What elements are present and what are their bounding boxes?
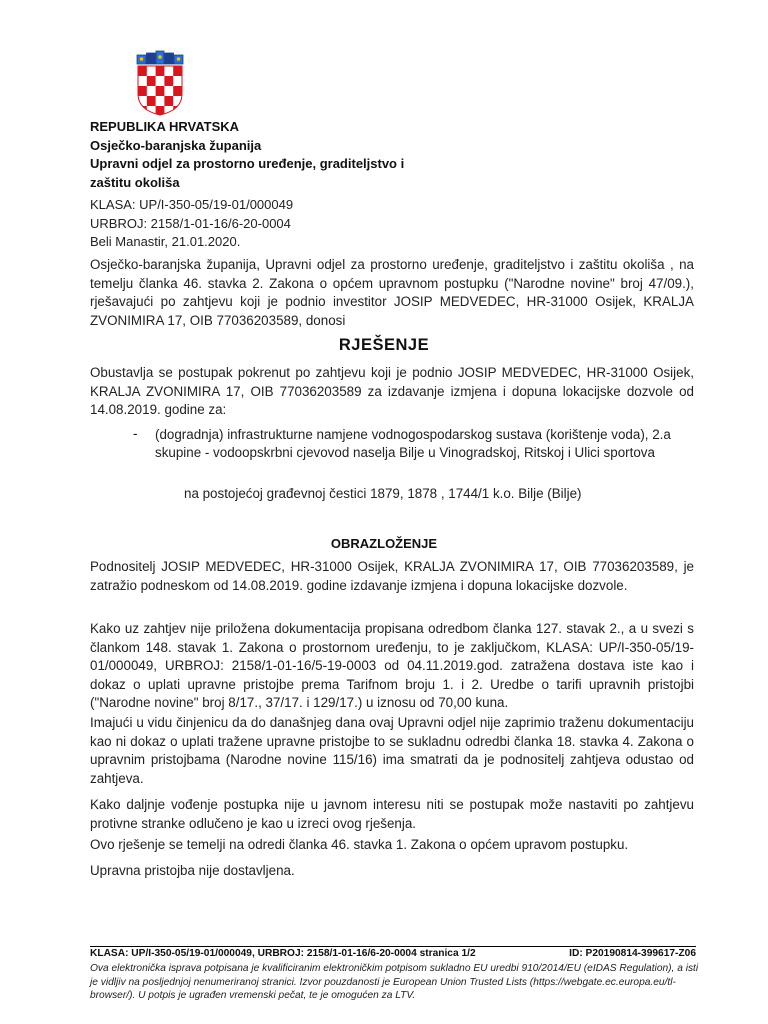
issuer-department-cont: zaštitu okoliša (90, 174, 180, 190)
croatian-coat-of-arms-icon (136, 50, 184, 116)
place-and-date: Beli Manastir, 21.01.2020. (90, 234, 241, 249)
issuer-country: REPUBLIKA HRVATSKA (90, 119, 240, 134)
crown (137, 51, 183, 64)
intro-paragraph: Osječko-baranjska županija, Upravni odjel za prostorno uređenje, graditeljstvo i zaštitu okoliša , na temelju članka 46. stavka 2. Zakona o općem upravnom postupku ("Narodne novine" broj 47/09.), rješavajući po zahtjevu koji je podnio investitor JOSIP MEDVEDEC, HR-31000 Osijek, KRALJA ZVONIMIRA 17, OIB 77036203589, donosi (90, 257, 694, 328)
reference-block (90, 196, 293, 252)
klasa-reference: KLASA: UP/I-350-05/19-01/000049 (90, 197, 294, 212)
reasoning-paragraph: Podnositelj JOSIP MEDVEDEC, HR-31000 Osijek, KRALJA ZVONIMIRA 17, OIB 77036203589, je zatražio podneskom od 14.08.2019. godine izdavanje izmjena i dopuna lokacijske dozvole. (90, 559, 694, 593)
decision-paragraph: Obustavlja se postupak pokrenut po zahtjevu koji je podnio JOSIP MEDVEDEC, HR-31000 Osijek, KRALJA ZVONIMIRA 17, OIB 77036203589 za izdavanje izmjena i dopuna lokacijske dozvole od 14.08.2019. godine za: (90, 365, 694, 418)
reasoning-paragraph: Kako daljnje vođenje postupka nije u javnom interesu niti se postupak može nastaviti po zahtjevu protivne stranke odlučeno je kao u izreci ovog rješenja. (90, 797, 694, 831)
document-title: RJEŠENJE (338, 336, 430, 354)
footer-reference: KLASA: UP/I-350-05/19-01/000049, URBROJ: 2158/1-01-16/6-20-0004 stranica 1/2 (90, 948, 476, 959)
footer-divider (90, 946, 696, 947)
project-description: (dogradnja) infrastrukturne namjene vodnogospodarskog sustava (korištenje voda), 2.a skupine - vodoopskrbni cjevovod naselja Bilje u Vinogradskoj, Ritskoj i Ulici sportova (155, 427, 671, 461)
parcel-location: na postojećoj građevnoj čestici 1879, 1878 , 1744/1 k.o. Bilje (Bilje) (184, 486, 582, 501)
issuer-county: Osječko-baranjska županija (90, 137, 262, 153)
footer-document-id: ID: P20190814-399617-Z06 (569, 948, 696, 959)
issuer-department: Upravni odjel za prostorno uređenje, graditeljstvo i (90, 156, 405, 171)
footer-reference-line (90, 948, 696, 959)
reasoning-title: OBRAZLOŽENJE (330, 536, 438, 551)
reasoning-paragraph: Imajući u vidu činjenicu da do današnjeg dana ovaj Upravni odjel nije zaprimio traženu dokumentaciju kao ni dokaz o uplati tražene upravne pristojbe to se sukladnu odredbi članka 18. stavka 4. Zakona o upravnim pristojbama (Narodne novine 115/16) ima smatrati da je podnositelj zahtjeva odustao od zahtjeva. (90, 715, 694, 786)
reasoning-paragraph: Upravna pristojba nije dostavljena. (90, 863, 295, 878)
reasoning-paragraph: Ovo rješenje se temelji na odredi članka 46. stavka 1. Zakona o općem upravom postupku. (90, 837, 629, 852)
urbroj-reference: URBROJ: 2158/1-01-16/6-20-0004 (90, 215, 291, 231)
bullet-dash: - (133, 426, 138, 441)
e-signature-note: Ova elektronička isprava potpisana je kvalificiranim elektroničkim potpisom sukladno EU uredbi 910/2014/EU (eIDAS Regulation), a isti je vidljiv na posljednjoj nenumeriranoj stranici. Izvor pouzdanosti je European Union Trusted Lists (https://webgate.ec.europa.eu/tl-browser/). U potpis je ugrađen vremenski pečat, te je omogućen za LTV. (90, 963, 699, 1002)
reasoning-paragraph: Kako uz zahtjev nije priložena dokumentacija propisana odredbom članka 127. stavak 2., a u svezi s člankom 148. stavak 1. Zakona o prostornom uređenju, to je zaključkom, KLASA: UP/I-350-05/19-01/000049, URBROJ: 2158/1-01-16/5-19-0003 od 04.11.2019.god. zatražena dostava iste kao i dokaz o uplati upravne pristojbe prema Tarifnom broju 1. i 2. Uredbe o tarifi upravnih pristojbi ("Narodne novine" broj 8/17., 37/17. i 129/17.) u iznosu od 70,00 kuna. (90, 621, 694, 711)
issuer-header (90, 118, 510, 192)
